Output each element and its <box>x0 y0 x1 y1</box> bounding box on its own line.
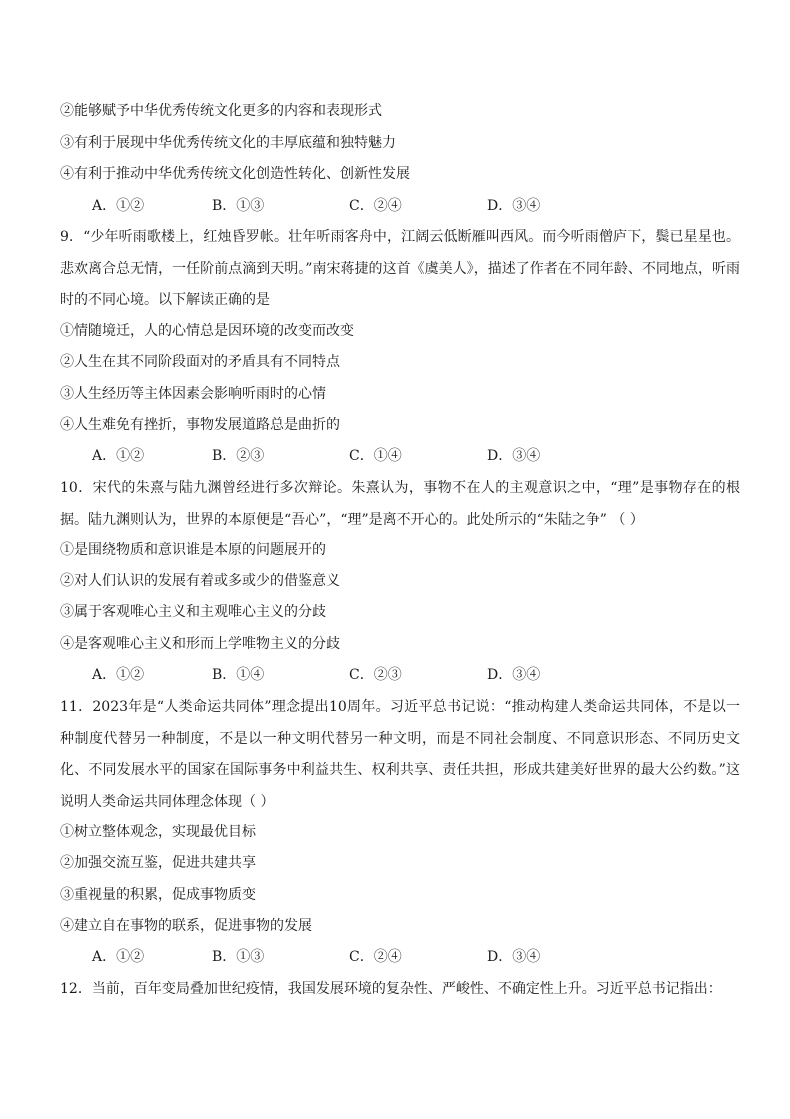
q10-choice-a[interactable]: A．①② <box>92 667 145 683</box>
q8-choice-b[interactable]: B．①③ <box>212 198 265 214</box>
q12-stem: 12．当前，百年变局叠加世纪疫情，我国发展环境的复杂性、严峻性、不确定性上升。习近平总书记指出： <box>60 981 722 997</box>
q10-option-1: ①是围绕物质和意识谁是本原的问题展开的 <box>60 542 326 558</box>
q8-option-4: ④有利于推动中华优秀传统文化创造性转化、创新性发展 <box>60 166 410 182</box>
q8-option-2: ②能够赋予中华优秀传统文化更多的内容和表现形式 <box>60 103 382 119</box>
q9-stem: 9．“少年听雨歌楼上，红烛昏罗帐。壮年听雨客舟中，江阔云低断雁叫西风。而今听雨僧庐下，鬓已星星也。悲欢离合总无情，一任阶前点滴到天明。”南宋蒋捷的这首《虞美人》，描述了作者在不同年龄、不同地点，听雨时的不同心境。以下解读正确的是 <box>60 229 740 308</box>
q9-option-2: ②人生在其不同阶段面对的矛盾具有不同特点 <box>60 354 340 370</box>
q11-option-1: ①树立整体观念，实现最优目标 <box>60 824 256 840</box>
q10-option-2: ②对人们认识的发展有着或多或少的借鉴意义 <box>60 573 340 589</box>
q11-choice-c[interactable]: C．②④ <box>349 949 402 965</box>
q8-choice-a[interactable]: A．①② <box>92 198 145 214</box>
q9-option-3: ③人生经历等主体因素会影响听雨时的心情 <box>60 386 326 402</box>
q10-choice-b[interactable]: B．①④ <box>212 667 265 683</box>
q10-stem: 10．宋代的朱熹与陆九渊曾经进行多次辩论。朱熹认为，事物不在人的主观意识之中，“理”是事物存在的根据。陆九渊则认为，世界的本原便是“吾心”，“理”是离不开心的。此处所示的“朱陆之争” （ ） <box>60 480 740 528</box>
q10-choice-d[interactable]: D．③④ <box>487 667 541 683</box>
q11-choice-b[interactable]: B．①③ <box>212 949 265 965</box>
q10-choice-c[interactable]: C．②③ <box>349 667 402 683</box>
q11-stem: 11．2023年是“人类命运共同体”理念提出10周年。习近平总书记说：“推动构建人类命运共同体，不是以一种制度代替另一种制度，不是以一种文明代替另一种文明，而是不同社会制度、不同意识形态、不同历史文化、不同发展水平的国家在国际事务中利益共生、权利共享、责任共担，形成共建美好世界的最大公约数。”这说明人类命运共同体理念体现（ ） <box>60 699 740 810</box>
q11-option-4: ④建立自在事物的联系，促进事物的发展 <box>60 918 312 934</box>
q9-choice-c[interactable]: C．①④ <box>349 448 402 464</box>
q9-option-1: ①情随境迁，人的心情总是因环境的改变而改变 <box>60 323 354 339</box>
q9-choice-a[interactable]: A．①② <box>92 448 145 464</box>
q11-choice-d[interactable]: D．③④ <box>487 949 541 965</box>
q10-option-4: ④是客观唯心主义和形而上学唯物主义的分歧 <box>60 636 340 652</box>
q11-option-2: ②加强交流互鉴，促进共建共享 <box>60 855 256 871</box>
q11-option-3: ③重视量的积累，促成事物质变 <box>60 887 256 903</box>
q8-choice-d[interactable]: D．③④ <box>487 198 541 214</box>
q8-choice-c[interactable]: C．②④ <box>349 198 402 214</box>
q8-option-3: ③有利于展现中华优秀传统文化的丰厚底蕴和独特魅力 <box>60 135 396 151</box>
q11-choice-a[interactable]: A．①② <box>92 949 145 965</box>
q9-option-4: ④人生难免有挫折，事物发展道路总是曲折的 <box>60 417 340 433</box>
q9-choice-d[interactable]: D．③④ <box>487 448 541 464</box>
q10-option-3: ③属于客观唯心主义和主观唯心主义的分歧 <box>60 604 326 620</box>
q9-choice-b[interactable]: B．②③ <box>212 448 265 464</box>
